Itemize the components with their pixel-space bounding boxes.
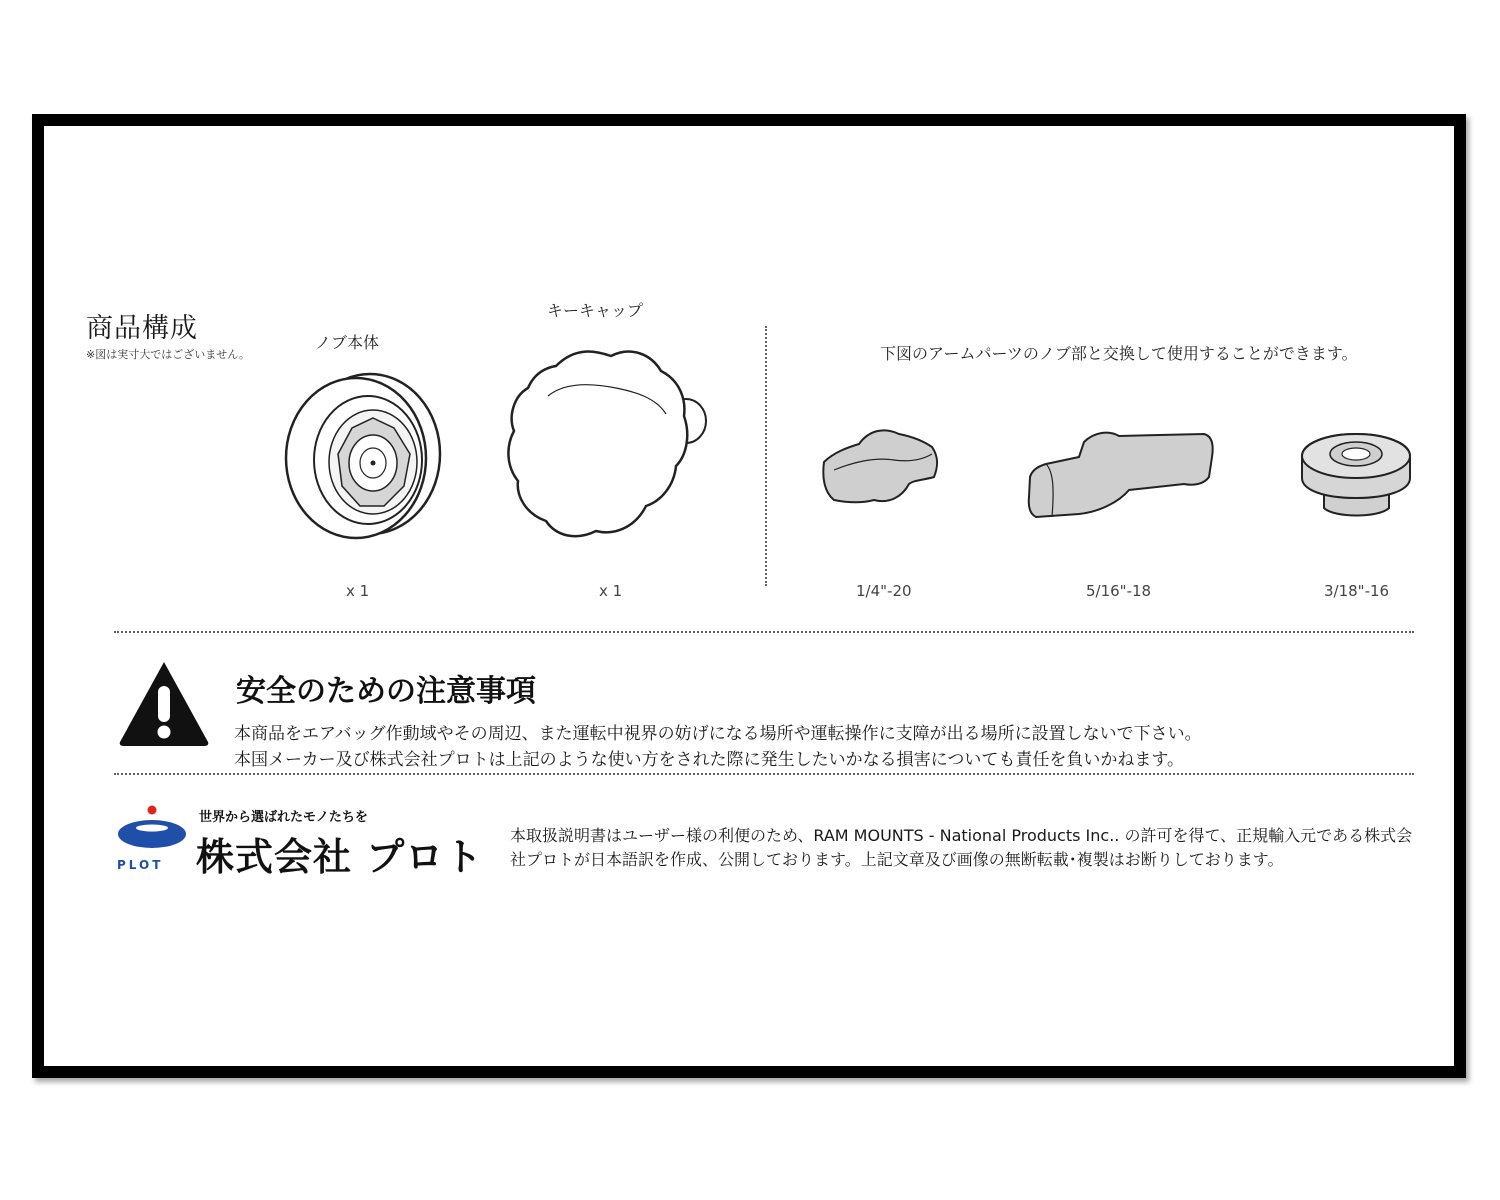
key-cap-illustration: [496, 336, 726, 566]
scale-note: ※図は実寸大ではございません。: [86, 348, 250, 361]
wing-knob-illustration: [814, 422, 944, 512]
round-knob-illustration: [1294, 426, 1424, 526]
document-frame: [32, 114, 1466, 1078]
warning-title: 安全のための注意事項: [236, 674, 536, 709]
warning-line-1: 本商品をエアバッグ作動域やその周辺、また運転中視界の妨げになる場所や運転操作に支障が出る場所に設置しないで下さい。: [234, 724, 1202, 744]
disclaimer-text: 本取扱説明書はユーザー様の利便のため、RAM MOUNTS - National Products Inc.. の許可を得て、正規輸入元である株式会社プロトが日本語訳を作成、公開しております。上記文章及び画像の無断転載･複製はお断りしております。: [510, 826, 1413, 869]
knob-body-illustration: [272, 366, 452, 546]
divider-top: [114, 631, 1414, 633]
company-name: 株式会社 プロト: [196, 835, 484, 879]
lever-knob-illustration: [1024, 422, 1224, 532]
size-label-1: 1/4"-20: [856, 582, 912, 600]
key-cap-qty: x 1: [599, 582, 623, 600]
compat-instruction: 下図のアームパーツのノブ部と交換して使用することができます。: [880, 344, 1358, 363]
knob-body-label: ノブ本体: [315, 333, 380, 352]
section-title: 商品構成: [86, 313, 198, 344]
warning-icon: [116, 658, 212, 748]
brand-tagline: 世界から選ばれたモノたちを: [199, 810, 368, 825]
size-label-3: 3/18"-16: [1324, 582, 1390, 600]
key-cap-label: キーキャップ: [547, 301, 644, 320]
knob-body-qty: x 1: [346, 582, 370, 600]
vertical-divider: [765, 326, 767, 586]
size-label-2: 5/16"-18: [1086, 582, 1152, 600]
plot-logo-text: PLOT: [117, 858, 164, 872]
warning-line-2: 本国メーカー及び株式会社プロトは上記のような使い方をされた際に発生したいかなる損害についても責任を負いかねます。: [234, 750, 1184, 770]
divider-bottom: [114, 773, 1414, 775]
